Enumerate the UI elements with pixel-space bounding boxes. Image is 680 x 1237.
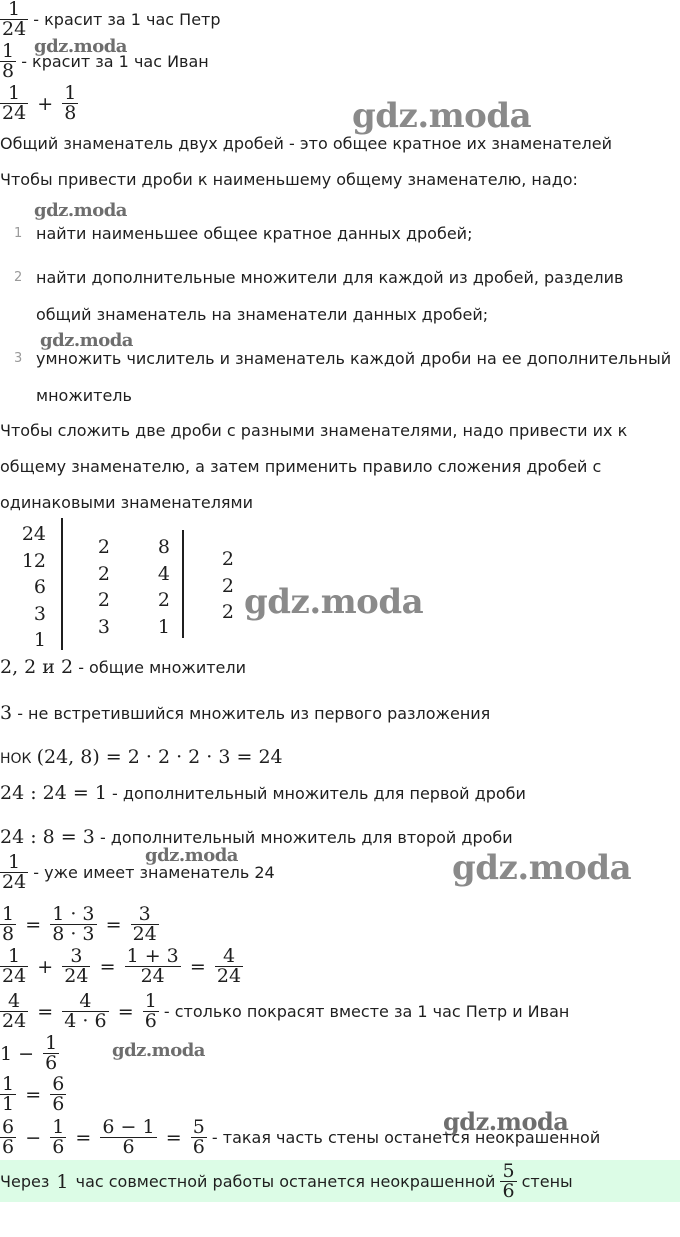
caption: - красит за 1 час Иван bbox=[21, 51, 209, 71]
watermark: gdz.moda bbox=[244, 582, 424, 622]
factor-column-primes-a: 2 2 2 3 bbox=[97, 536, 110, 638]
watermark: gdz.moda bbox=[452, 848, 632, 888]
reduce-expression: $\frac{4}{24}$ = $\frac{4}{4 \cdot 6}$ = $\frac{1}{6}$ - столько покрасят вместе за 1 час Петр и Иван bbox=[2, 990, 570, 1032]
common-factors-line: 2, 2 и 2 - общие множители bbox=[0, 656, 247, 678]
fraction-already: $\frac{1}{24}$ - уже имеет знаменатель 24 bbox=[2, 851, 275, 893]
fraction: $\frac{1}{8}$ bbox=[2, 40, 15, 82]
paragraph-add: Чтобы сложить две дроби с разными знаменателями, надо привести их к bbox=[0, 421, 628, 440]
watermark: gdz.moda bbox=[34, 36, 127, 57]
answer-line: Через 1 час совместной работы останется неокрашенной $\frac{5}{6}$ стены bbox=[0, 1160, 573, 1202]
watermark: gdz.moda bbox=[40, 330, 133, 351]
lcm-line: НОК (24, 8) = 2 · 2 · 2 · 3 = 24 bbox=[0, 746, 283, 768]
paragraph-common-denominator: Общий знаменатель двух дробей - это общее кратное их знаменателей bbox=[0, 134, 612, 153]
remaining-expression: $\frac{6}{6}$ − $\frac{1}{6}$ = $\frac{6 - 1}{6}$ = $\frac{5}{6}$ - такая часть стены останется неокрашенной bbox=[2, 1116, 601, 1158]
divider-line bbox=[182, 530, 184, 638]
fraction-line-ivan bbox=[0, 42, 209, 81]
whole-expression: $\frac{1}{1}$ = $\frac{6}{6}$ bbox=[2, 1073, 65, 1115]
paragraph-add: одинаковыми знаменателями bbox=[0, 493, 254, 512]
conversion-expression: $\frac{1}{8}$ = $\frac{1 \cdot 3}{8 \cdot 3}$ = $\frac{3}{24}$ bbox=[2, 903, 157, 945]
missing-factor-line: 3 - не встретившийся множитель из первого разложения bbox=[0, 702, 491, 724]
step-text: множитель bbox=[36, 386, 132, 405]
step-number: 2 bbox=[14, 270, 23, 285]
watermark: gdz.moda bbox=[145, 845, 238, 866]
step-text: умножить числитель и знаменатель каждой дроби на ее дополнительный bbox=[36, 349, 672, 368]
paragraph-add: общему знаменателю, а затем применить правило сложения дробей с bbox=[0, 457, 602, 476]
step-text: найти дополнительные множители для каждой из дробей, разделив bbox=[36, 268, 624, 287]
divider-line bbox=[61, 518, 63, 650]
step-number: 1 bbox=[14, 226, 23, 241]
step-text: общий знаменатель на знаменатели данных дробей; bbox=[36, 305, 489, 324]
watermark: gdz.moda bbox=[112, 1040, 205, 1061]
difference-expression: 1 − $\frac{1}{6}$ bbox=[0, 1032, 58, 1074]
watermark: gdz.moda bbox=[352, 96, 532, 136]
sum-expression: $\frac{1}{24}$ + $\frac{3}{24}$ = $\frac{1 + 3}{24}$ = $\frac{4}{24}$ bbox=[2, 945, 242, 987]
fraction-sum-expression: $\frac{1}{24}$ + $\frac{1}{8}$ bbox=[2, 82, 77, 124]
paragraph-rule: Чтобы привести дроби к наименьшему общему знаменателю, надо: bbox=[0, 170, 578, 189]
watermark: gdz.moda bbox=[34, 200, 127, 221]
factor-column-24: 24 12 6 3 1 bbox=[21, 523, 46, 651]
fraction-line-petr bbox=[0, 0, 221, 39]
factor-column-primes-b: 2 2 2 bbox=[221, 548, 234, 623]
caption: - красит за 1 час Петр bbox=[33, 9, 221, 29]
factor-column-8: 8 4 2 1 bbox=[157, 536, 170, 638]
watermark: gdz.moda bbox=[443, 1107, 569, 1136]
extra-factor-first: 24 : 24 = 1 - дополнительный множитель для первой дроби bbox=[0, 782, 526, 804]
step-number: 3 bbox=[14, 351, 23, 366]
fraction: $\frac{1}{24}$ bbox=[2, 0, 27, 40]
step-text: найти наименьшее общее кратное данных дробей; bbox=[36, 224, 473, 243]
extra-factor-second: 24 : 8 = 3 - дополнительный множитель для второй дроби bbox=[0, 826, 513, 848]
